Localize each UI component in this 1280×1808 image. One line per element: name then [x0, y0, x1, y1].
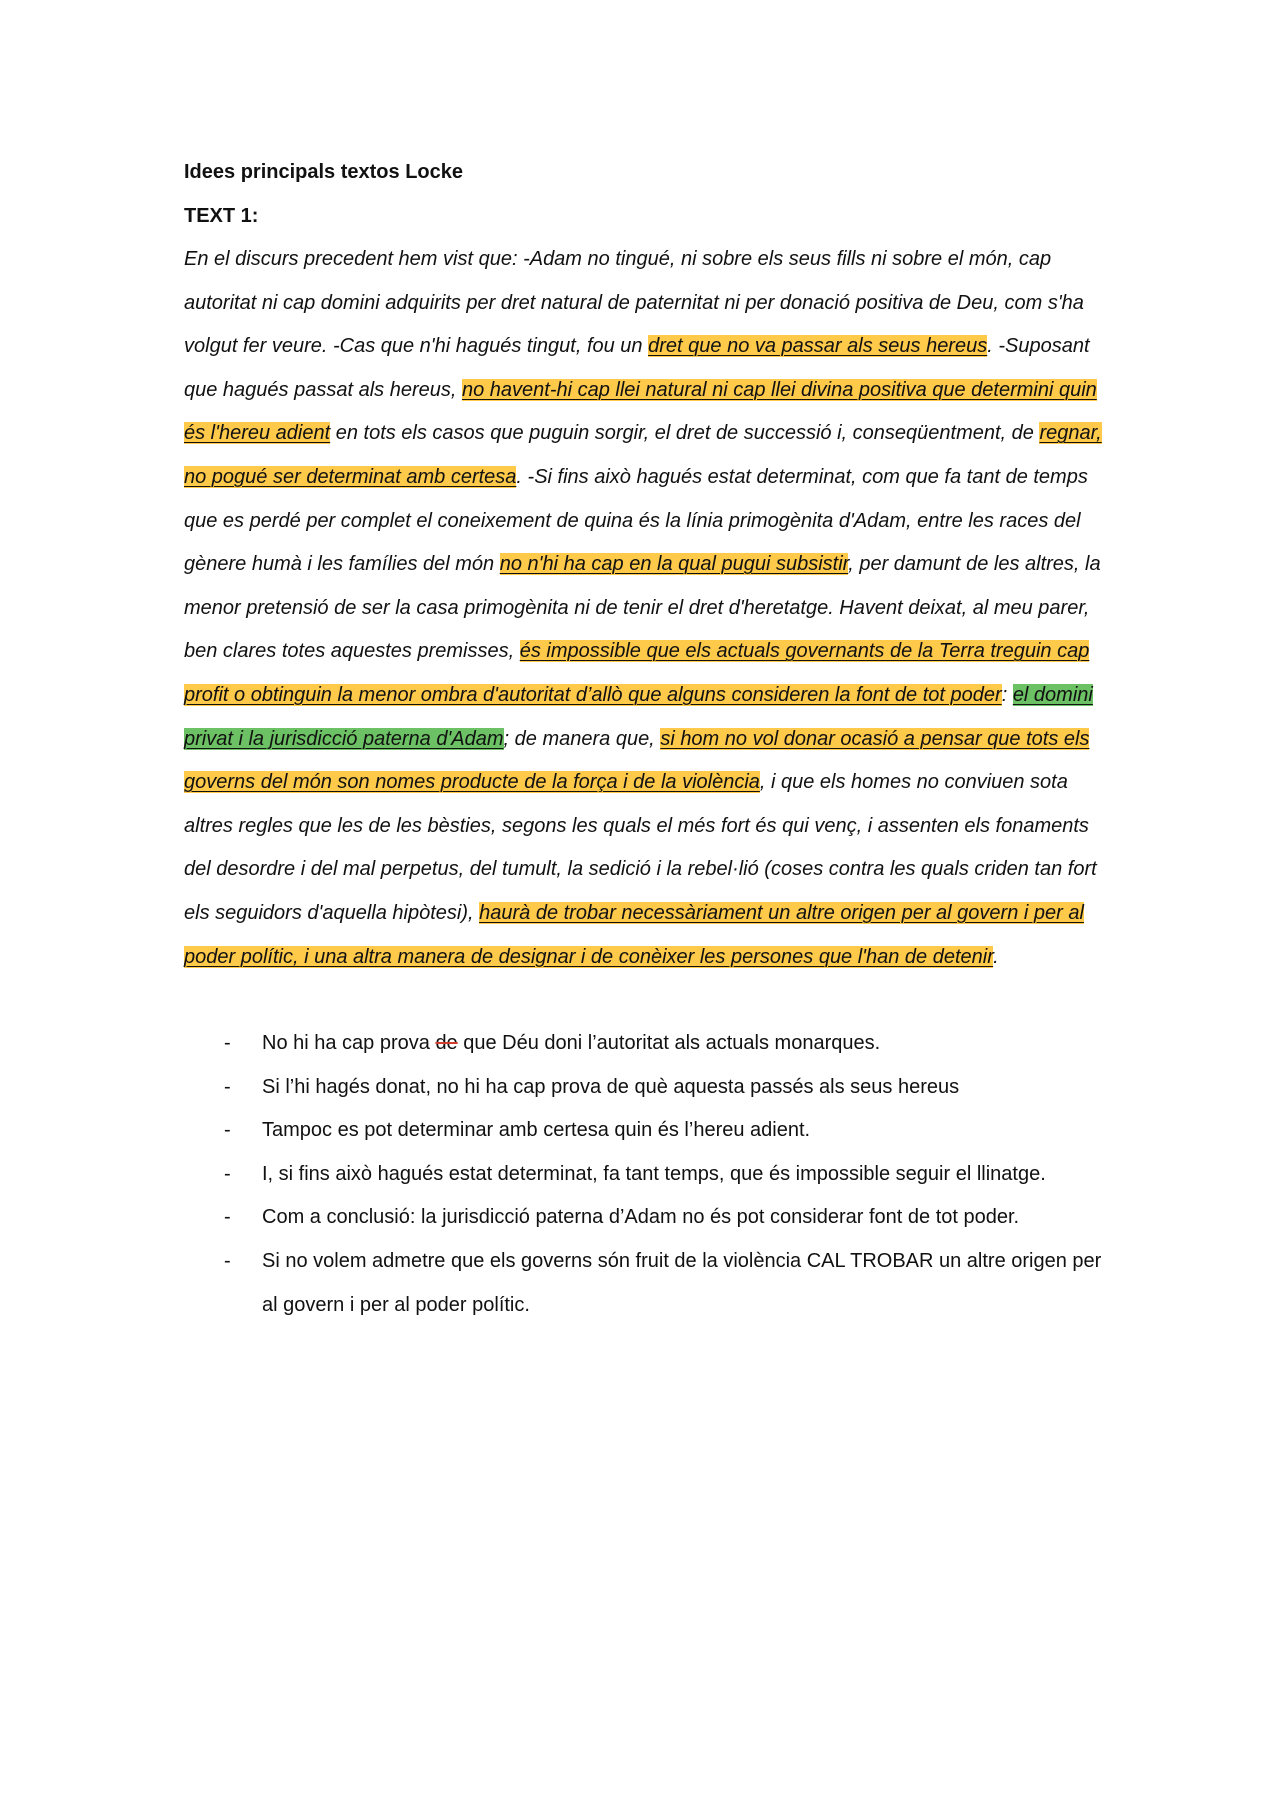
highlight-yellow: dret que no va passar als seus hereus — [648, 335, 988, 358]
bullet-marker: - — [224, 1032, 231, 1055]
list-item — [184, 1022, 1104, 1066]
list-item-text: Com a conclusió: la jurisdicció paterna d’Adam no és pot considerar font de tot poder. — [262, 1206, 1020, 1229]
list-item — [184, 1196, 1104, 1240]
quote-text-segment: , i que els homes no conviuen sota altres regles que les de les bèsties, segons les quals el més fort és qui venç, i assenten els fonaments del desordre i del mal perpetus, del tumult, la sedició i la rebel·lió (coses contra les quals criden tan fort els seguidors d'aquella hipòtesi), — [184, 771, 1097, 924]
struck-word: de — [435, 1032, 458, 1055]
highlight-green: el domini privat i la jurisdicció paterna d'Adam — [184, 683, 1093, 750]
summary-list — [184, 1022, 1104, 1327]
highlight-yellow: si hom no vol donar ocasió a pensar que tots els governs del món son nomes producte de la força i de la violència — [184, 727, 1090, 794]
highlight-yellow: no havent-hi cap llei natural ni cap llei divina positiva que determini quin és l'hereu adient — [184, 378, 1097, 445]
highlight-yellow: haurà de trobar necessàriament un altre origen per al govern i per al poder polític, i una altra manera de designar i de conèixer les persones que l'han de detenir — [184, 901, 1084, 968]
quote-text-segment: . -Si fins això hagués estat determinat, com que fa tant de temps que es perdé per complet el coneixement de quina és la línia primogènita d'Adam, entre les races del gènere humà i les famílies del món — [184, 465, 1088, 576]
quote-text-segment: , per damunt de les altres, la menor pretensió de ser la casa primogènita ni de tenir el dret d'heretatge. Havent deixat, al meu parer, ben clares totes aquestes premisses, — [184, 553, 1101, 663]
list-item — [184, 1109, 1104, 1153]
highlight-yellow: no n'hi ha cap en la qual pugui subsistir — [499, 553, 849, 576]
quote-text-segment: En el discurs precedent hem vist que: -Adam no tingue — [184, 248, 670, 270]
bullet-marker: - — [224, 1250, 231, 1273]
list-item — [184, 1066, 1104, 1110]
quote-text-segment: ; de manera que, — [503, 727, 661, 750]
bullet-marker: - — [224, 1119, 231, 1142]
document-title: Idees principals textos Locke — [184, 161, 463, 183]
quote-text-segment: en tots els casos que puguin sorgir, el dret de successió i, conseqüentment, de — [330, 422, 1040, 445]
list-item-text: I, si fins això hagués estat determinat, fa tant temps, que és impossible seguir el llinatge. — [262, 1162, 1046, 1185]
quoted-text — [184, 238, 1104, 979]
list-item-text: que Déu doni l’autoritat als actuals monarques. — [457, 1032, 881, 1055]
list-item-text: Si l’hi hagés donat, no hi ha cap prova de què aquesta passés als seus hereus — [262, 1075, 960, 1098]
section-heading: TEXT 1: — [184, 205, 259, 227]
bullet-marker: - — [224, 1162, 231, 1185]
list-item-text: Si no volem admetre que els governs són fruit de la violència CAL TROBAR un altre origen per al govern i per al poder polític. — [262, 1250, 1102, 1316]
highlight-yellow: és impossible que els actuals governants de la Terra treguin cap profit o obtinguin la menor ombra d'autoritat d’allò que alguns consideren la font de tot poder — [184, 640, 1090, 706]
list-item-text: Tampoc es pot determinar amb certesa quin és l’hereu adient. — [262, 1119, 811, 1142]
document-page — [184, 150, 1104, 1327]
list-item — [184, 1153, 1104, 1197]
list-item — [184, 1240, 1104, 1327]
list-item-text: No hi ha cap prova — [262, 1032, 436, 1055]
bullet-marker: - — [224, 1206, 231, 1229]
quote-text-segment: . — [993, 945, 999, 968]
bullet-marker: - — [224, 1075, 231, 1098]
quote-text-segment: : — [1001, 683, 1013, 706]
quote-text-segment: , ni sobre els seus fills ni sobre el món, cap autoritat ni cap domini adquirits per dret natural de paternitat ni per donació positiva de Deu, com s'ha volgut fer veure. -Cas que n'hi hagués tingut, fou un — [184, 248, 1084, 358]
highlight-yellow: regnar, no pogué ser determinat amb certesa — [184, 422, 1102, 488]
quote-text-segment: . -Suposant que hagués passat als hereus, — [184, 335, 1090, 401]
